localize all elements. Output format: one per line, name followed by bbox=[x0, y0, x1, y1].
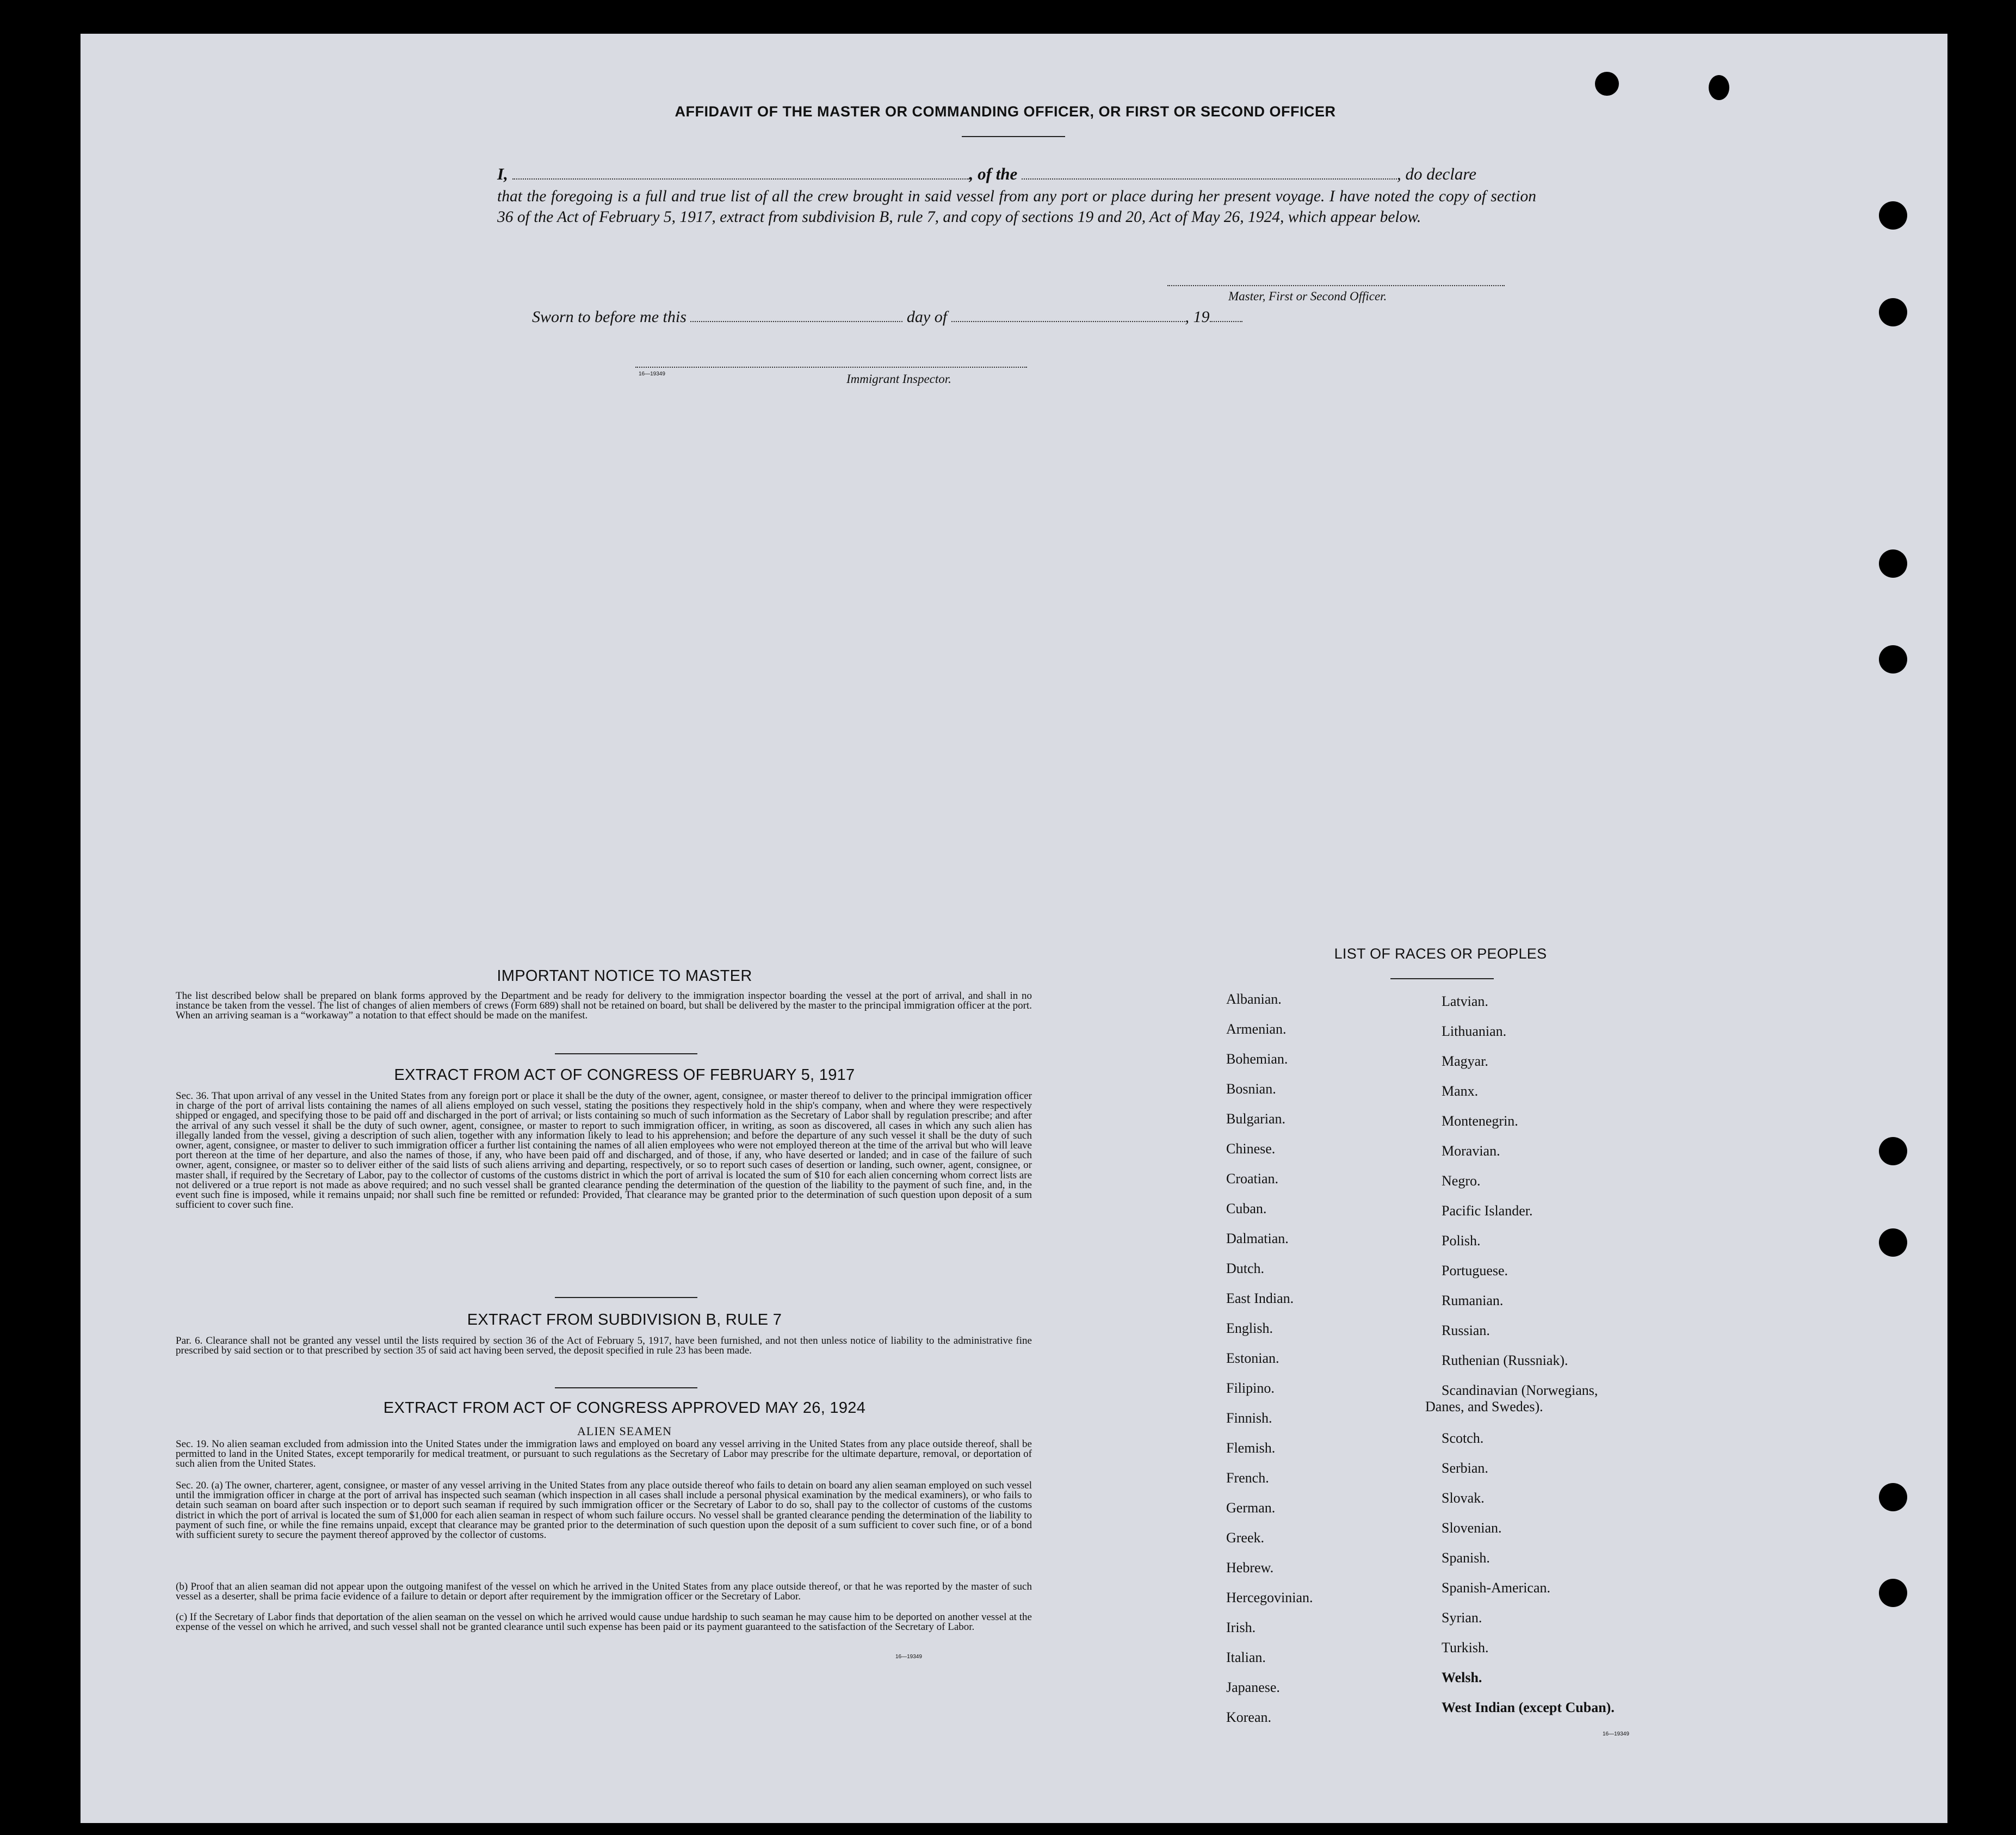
affidavit-title: AFFIDAVIT OF THE MASTER OR COMMANDING OFFICER, OR FIRST OR SECOND OFFICER bbox=[675, 103, 1336, 120]
punch-hole-decoration bbox=[1709, 75, 1729, 100]
race-item: Rumanian. bbox=[1442, 1293, 1504, 1308]
race-item: Spanish-American. bbox=[1442, 1580, 1551, 1596]
race-item: Serbian. bbox=[1442, 1460, 1488, 1476]
inspector-signature-line[interactable] bbox=[635, 367, 1027, 368]
punch-hole-decoration bbox=[1879, 1579, 1907, 1607]
declaration-line bbox=[497, 164, 1563, 184]
divider bbox=[555, 1387, 697, 1388]
punch-hole-decoration bbox=[1879, 1137, 1907, 1165]
form-number: 16—19349 bbox=[639, 371, 665, 377]
punch-hole-decoration bbox=[1879, 1483, 1907, 1511]
punch-hole-decoration bbox=[1879, 1228, 1907, 1257]
race-item: Italian. bbox=[1226, 1649, 1266, 1665]
title-divider bbox=[962, 136, 1065, 137]
race-item: Bohemian. bbox=[1226, 1051, 1288, 1067]
notice-title: IMPORTANT NOTICE TO MASTER bbox=[497, 967, 752, 985]
declare-label: , do declare bbox=[1397, 164, 1477, 183]
race-item: Lithuanian. bbox=[1442, 1023, 1507, 1039]
race-item: Negro. bbox=[1442, 1173, 1481, 1189]
race-item: Estonian. bbox=[1226, 1350, 1279, 1366]
race-item: Slovenian. bbox=[1442, 1520, 1502, 1536]
race-item: Bosnian. bbox=[1226, 1081, 1276, 1097]
extract-1924-title: EXTRACT FROM ACT OF CONGRESS APPROVED MAY 26, 1924 bbox=[383, 1399, 866, 1417]
document-sheet bbox=[81, 34, 1947, 1823]
sec20a-text: Sec. 20. (a) The owner, charterer, agent, consignee, or master of any vessel arriving in the United States from any place outside thereof who fails to detain on board any alien seaman employed on such vessel until the immigration officer in charge at the port of arrival has inspected such seaman (which inspection in all cases shall include a personal physical examination by the medical examiners), or who fails to detain such seaman on board after such inspection or to deport such seaman if required by such immigration officer or the Secretary of Labor to do so, shall pay to the collector of customs of the customs district in which the port of arrival is located the sum of $1,000 for each alien seaman in respect of whom such failure occurs. No vessel shall be granted clearance pending the determination of the liability to payment of such fine, or while the fine remains unpaid, except that clearance may be granted prior to the determination of such question upon the deposit of a sum sufficient to cover such fine, or of a bond with sufficient surety to secure the payment thereof approved by the collector of customs. bbox=[176, 1480, 1032, 1541]
sworn-year-label: , 19 bbox=[1185, 308, 1210, 326]
race-item: Korean. bbox=[1226, 1709, 1272, 1725]
race-item: Ruthenian (Russniak). bbox=[1442, 1352, 1568, 1368]
divider bbox=[1390, 978, 1494, 979]
vessel-label: , of the bbox=[969, 164, 1018, 183]
divider bbox=[555, 1297, 697, 1298]
declarant-prefix: I, bbox=[497, 164, 508, 183]
form-number: 16—19349 bbox=[895, 1654, 922, 1660]
sec20c-text: (c) If the Secretary of Labor finds that deportation of the alien seaman on the vessel on which he arrived would cause undue hardship to such seaman he may cause him to be deported on another vessel at the expense of the vessel on which he arrived, and such vessel shall not be granted clearance until such expense has been paid or its payment guaranteed to the satisfaction of the Secretary of Labor. bbox=[176, 1611, 1032, 1633]
race-item: Moravian. bbox=[1442, 1143, 1500, 1159]
race-item: Russian. bbox=[1442, 1323, 1490, 1338]
race-item: Pacific Islander. bbox=[1442, 1203, 1533, 1219]
race-item: Dutch. bbox=[1226, 1261, 1265, 1276]
race-item: Spanish. bbox=[1442, 1550, 1490, 1566]
race-item: West Indian (except Cuban). bbox=[1442, 1700, 1615, 1715]
signature-label: Master, First or Second Officer. bbox=[1228, 289, 1387, 303]
race-item: French. bbox=[1226, 1470, 1269, 1486]
race-item: Slovak. bbox=[1442, 1490, 1485, 1506]
divider bbox=[555, 1053, 697, 1054]
race-item: Scandinavian (Norwegians, bbox=[1442, 1382, 1598, 1398]
race-item: Greek. bbox=[1226, 1530, 1265, 1546]
races-title: LIST OF RACES OR PEOPLES bbox=[1334, 946, 1547, 962]
race-item: Bulgarian. bbox=[1226, 1111, 1286, 1127]
inspector-label: Immigrant Inspector. bbox=[846, 372, 951, 386]
race-item: English. bbox=[1226, 1320, 1273, 1336]
form-number: 16—19349 bbox=[1603, 1731, 1629, 1737]
race-item: Dalmatian. bbox=[1226, 1231, 1289, 1246]
race-item: Albanian. bbox=[1226, 991, 1282, 1007]
race-item: Manx. bbox=[1442, 1083, 1479, 1099]
sworn-day-field[interactable] bbox=[690, 311, 902, 322]
race-item: Hebrew. bbox=[1226, 1560, 1274, 1575]
vessel-name-field[interactable] bbox=[1022, 169, 1397, 180]
race-item: Croatian. bbox=[1226, 1171, 1279, 1187]
race-item: Montenegrin. bbox=[1442, 1113, 1518, 1129]
officer-name-field[interactable] bbox=[512, 169, 969, 180]
race-item: Turkish. bbox=[1442, 1640, 1489, 1655]
race-item: Latvian. bbox=[1442, 993, 1488, 1009]
race-item: Chinese. bbox=[1226, 1141, 1276, 1157]
race-item: Polish. bbox=[1442, 1233, 1481, 1249]
race-item: Danes, and Swedes). bbox=[1425, 1399, 1543, 1414]
sworn-year-field[interactable] bbox=[1210, 311, 1242, 322]
race-item: East Indian. bbox=[1226, 1290, 1294, 1306]
race-item: Scotch. bbox=[1442, 1430, 1484, 1446]
rule7-title: EXTRACT FROM SUBDIVISION B, RULE 7 bbox=[467, 1311, 782, 1329]
sworn-month-field[interactable] bbox=[951, 311, 1185, 322]
race-item: Irish. bbox=[1226, 1620, 1256, 1635]
race-item: Cuban. bbox=[1226, 1201, 1267, 1216]
rule7-text: Par. 6. Clearance shall not be granted any vessel until the lists required by section 36 of the Act of February 5, 1917, have been furnished, and not then unless notice of liability to the administrative fine prescribed by said section or to that prescribed by section 35 of said act having been served, the deposit specified in rule 23 has been made. bbox=[176, 1335, 1032, 1357]
extract-1917-title: EXTRACT FROM ACT OF CONGRESS OF FEBRUARY 5, 1917 bbox=[394, 1066, 855, 1084]
notice-text: The list described below shall be prepared on blank forms approved by the Department and be ready for delivery to the immigration inspector boarding the vessel at the port of arrival, and shall in no instance be taken from the vessel. The list of changes of alien members of crews (Form 689) shall not be retained on board, but shall be delivered by the master to the principal immigration officer at the port. When an arriving seaman is a “workaway” a notation to that effect should be made on the manifest. bbox=[176, 990, 1032, 1022]
signature-line[interactable] bbox=[1167, 285, 1505, 286]
sworn-prefix: Sworn to before me this bbox=[532, 308, 687, 326]
race-item: Magyar. bbox=[1442, 1053, 1488, 1069]
race-item: German. bbox=[1226, 1500, 1276, 1516]
punch-hole-decoration bbox=[1595, 72, 1619, 96]
punch-hole-decoration bbox=[1879, 298, 1907, 326]
race-item: Portuguese. bbox=[1442, 1263, 1508, 1278]
race-item: Filipino. bbox=[1226, 1380, 1275, 1396]
punch-hole-decoration bbox=[1879, 549, 1907, 578]
race-item: Syrian. bbox=[1442, 1610, 1482, 1626]
race-item: Welsh. bbox=[1442, 1670, 1482, 1685]
race-item: Armenian. bbox=[1226, 1021, 1287, 1037]
sec19-text: Sec. 19. No alien seaman excluded from admission into the United States under the immigration laws and employed on board any vessel arriving in the United States from any place outside thereof, shall be permitted to land in the United States, except temporarily for medical treatment, or pursuant to such regulations as the Secretary of Labor may prescribe for the ultimate departure, removal, or deportation of such alien from the United States. bbox=[176, 1438, 1032, 1470]
race-item: Hercegovinian. bbox=[1226, 1590, 1313, 1605]
race-item: Finnish. bbox=[1226, 1410, 1272, 1426]
sec20b-text: (b) Proof that an alien seaman did not appear upon the outgoing manifest of the vessel on which he arrived in the United States from any place outside thereof, or that he was reported by the master of such vessel as a deserter, shall be prima facie evidence of a failure to detain or deport after requirement by the immigration officer or the Secretary of Labor. bbox=[176, 1581, 1032, 1603]
race-item: Flemish. bbox=[1226, 1440, 1276, 1456]
sworn-day-label: day of bbox=[906, 308, 948, 326]
punch-hole-decoration bbox=[1879, 645, 1907, 674]
punch-hole-decoration bbox=[1879, 201, 1907, 230]
extract-1917-text: Sec. 36. That upon arrival of any vessel in the United States from any foreign port or place it shall be the duty of the owner, agent, consignee, or master thereof to deliver to the principal immigration officer in charge of the port of arrival lists containing the names of all aliens employed on such vessel, stating the positions they respectively hold in the ship's company, when and where they were respectively shipped or engaged, and specifying those to be paid off and discharged in the port of arrival; or lists containing so much of such information as the Secretary of Labor shall by regulation prescribe; and after the arrival of any such vessel it shall be the duty of such owner, agent, consignee, or master to report to such immigration officer, in writing, as soon as discovered, all cases in which any such alien has illegally landed from the vessel, giving a description of such alien, together with any information likely to lead to his apprehension; and before the departure of any such vessel it shall be the duty of such owner, agent, consignee, or master to deliver to such immigration officer a further list containing the names of all alien employees who were not employed thereon at the time of the arrival but who will leave port thereon at the time of her departure, and also the names of those, if any, who have been paid off and discharged, and of those, if any, who have deserted or landed; and in case of the failure of such owner, agent, consignee, or master so to deliver either of the said lists of such aliens arriving and departing, respectively, or so to report such cases of desertion or landing, such owner, agent, consignee, or master shall, if required by the Secretary of Labor, pay to the collector of customs of the customs district in which the port of arrival is located the sum of $10 for each alien concerning whom correct lists are not delivered or a true report is not made as above required; and no such vessel shall be granted clearance pending the determination of the question of the liability to the payment of such fine, and, in the event such fine is imposed, while it remains unpaid; nor shall such fine be remitted or refunded: Provided, That clearance may be granted prior to the determination of such question upon deposit of a sum sufficient to cover such fine. bbox=[176, 1090, 1032, 1211]
race-item: Japanese. bbox=[1226, 1679, 1280, 1695]
sworn-line bbox=[532, 308, 1402, 326]
alien-seamen-subtitle: ALIEN SEAMEN bbox=[577, 1424, 672, 1438]
declaration-body: that the foregoing is a full and true list of all the crew brought in said vessel from any port or place during her present voyage. I have noted the copy of section 36 of the Act of February 5, 1917, extract from subdivision B, rule 7, and copy of sections 19 and 20, Act of May 26, 1924, which appear below. bbox=[497, 188, 1536, 226]
